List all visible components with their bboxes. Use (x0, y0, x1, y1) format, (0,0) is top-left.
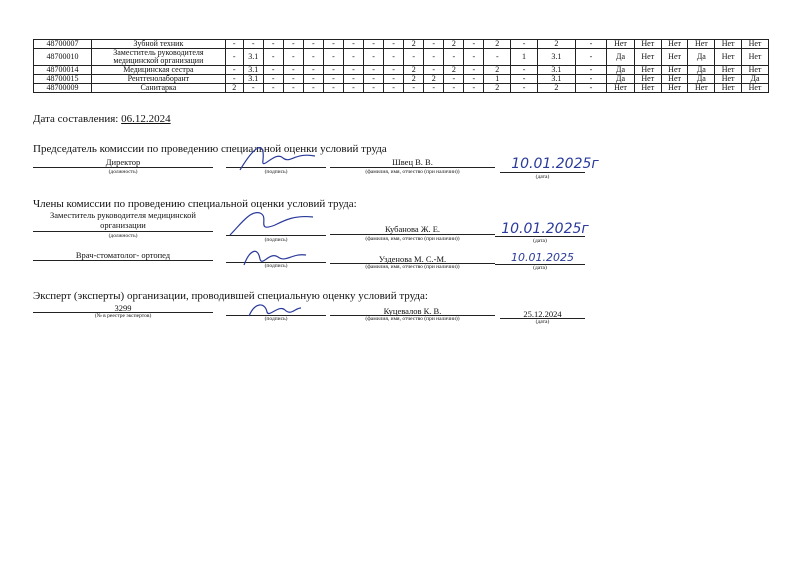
row-cell: - (575, 84, 606, 93)
row-cell: 1 (484, 75, 511, 84)
row-cell: - (283, 40, 303, 49)
row-cell: 2 (484, 40, 511, 49)
row-cell: - (384, 75, 404, 84)
row-cell: Нет (715, 84, 742, 93)
row-cell: - (575, 66, 606, 75)
row-cell: Да (607, 75, 635, 84)
row-cell: - (364, 66, 384, 75)
row-cell: - (444, 49, 464, 66)
row-cell: Да (688, 49, 715, 66)
member-1-signature (225, 205, 320, 240)
row-cell: Нет (661, 49, 688, 66)
row-cell: Нет (742, 49, 769, 66)
row-cell: Нет (634, 84, 661, 93)
row-cell: Нет (634, 49, 661, 66)
row-cell: - (343, 40, 363, 49)
row-cell: - (303, 49, 323, 66)
row-cell: - (225, 66, 243, 75)
date-value: 06.12.2024 (121, 113, 171, 125)
row-cell: Нет (661, 66, 688, 75)
row-cell: Нет (607, 84, 635, 93)
row-cell: Да (688, 66, 715, 75)
row-cell: 2 (484, 66, 511, 75)
chairman-name: Швец В. В. (392, 157, 433, 167)
row-cell: Нет (688, 40, 715, 49)
row-cell: - (323, 40, 343, 49)
table-row (34, 49, 769, 66)
row-cell: 2 (537, 84, 575, 93)
table-row (34, 66, 769, 75)
row-cell: - (323, 66, 343, 75)
row-cell: 2 (444, 40, 464, 49)
expert-registry: 3299 (114, 303, 132, 313)
row-cell: - (225, 40, 243, 49)
row-cell: Нет (742, 66, 769, 75)
chairman-date: 10.01.2025г (511, 156, 599, 172)
row-cell: - (303, 75, 323, 84)
table-row (34, 75, 769, 84)
row-cell: - (343, 66, 363, 75)
member-1-position: Заместитель руководителя медицинской организации (50, 210, 196, 230)
row-cell: 3.1 (537, 75, 575, 84)
row-position: Зубной техник (91, 40, 225, 49)
row-cell: - (263, 66, 283, 75)
row-cell: 3.1 (537, 49, 575, 66)
row-cell: - (225, 75, 243, 84)
row-cell: - (511, 84, 538, 93)
row-cell: 3.1 (243, 66, 263, 75)
row-cell: - (484, 49, 511, 66)
row-cell: 3.1 (243, 49, 263, 66)
expert-date: 25.12.2024 (523, 309, 562, 319)
row-cell: Нет (715, 75, 742, 84)
row-cell: 2 (424, 75, 444, 84)
row-cell: Нет (661, 75, 688, 84)
row-cell: - (575, 49, 606, 66)
row-cell: - (225, 49, 243, 66)
row-cell: - (464, 75, 484, 84)
table-row (34, 84, 769, 93)
row-code: 48700014 (34, 66, 92, 75)
row-cell: - (263, 84, 283, 93)
expert-heading: Эксперт (эксперты) организации, проводившей специальную оценку условий труда: (33, 290, 428, 302)
row-cell: Нет (634, 75, 661, 84)
row-cell: - (464, 84, 484, 93)
row-code: 48700015 (34, 75, 92, 84)
row-cell: - (384, 49, 404, 66)
row-cell: 2 (404, 40, 424, 49)
row-cell: - (243, 40, 263, 49)
expert-signature (245, 298, 305, 322)
row-cell: Да (688, 75, 715, 84)
row-code: 48700010 (34, 49, 92, 66)
row-cell: - (364, 75, 384, 84)
row-cell: 3.1 (243, 75, 263, 84)
row-cell: - (243, 84, 263, 93)
row-cell: Нет (634, 66, 661, 75)
chairman-position: Директор (105, 157, 141, 167)
row-cell: - (424, 40, 444, 49)
row-cell: Нет (742, 40, 769, 49)
row-cell: Нет (715, 66, 742, 75)
row-cell: - (384, 40, 404, 49)
row-cell: Нет (661, 40, 688, 49)
member-1-name: Кубанова Ж. Е. (384, 224, 441, 234)
row-cell: 2 (484, 84, 511, 93)
row-cell: - (464, 40, 484, 49)
row-cell: - (511, 40, 538, 49)
row-cell: - (343, 49, 363, 66)
row-cell: - (424, 66, 444, 75)
row-cell: - (323, 84, 343, 93)
row-cell: - (283, 75, 303, 84)
row-position: Рентгенолаборант (91, 75, 225, 84)
row-cell: Да (607, 66, 635, 75)
row-cell: - (364, 49, 384, 66)
row-cell: - (263, 49, 283, 66)
member-2-date: 10.01.2025 (511, 251, 574, 264)
row-cell: - (283, 84, 303, 93)
row-cell: - (263, 75, 283, 84)
row-cell: 2 (404, 66, 424, 75)
member-2-name: Узденова М. С.-М. (378, 254, 447, 264)
row-cell: Нет (634, 40, 661, 49)
row-cell: - (323, 49, 343, 66)
row-cell: - (364, 84, 384, 93)
row-cell: - (364, 40, 384, 49)
row-cell: 2 (444, 66, 464, 75)
row-cell: - (575, 40, 606, 49)
members-heading: Члены комиссии по проведению специальной оценки условий труда: (33, 198, 357, 210)
chairman-heading: Председатель комиссии по проведению специальной оценки условий труда (33, 143, 387, 155)
results-table (33, 39, 769, 93)
row-position: Санитарка (91, 84, 225, 93)
row-cell: - (343, 84, 363, 93)
row-cell: - (343, 75, 363, 84)
row-cell: Нет (607, 40, 635, 49)
date-compiled (33, 113, 171, 125)
row-position: Заместитель руководителя медицинской организации (91, 49, 225, 66)
row-cell: 2 (225, 84, 243, 93)
row-cell: - (464, 49, 484, 66)
row-cell: - (384, 66, 404, 75)
row-cell: - (384, 84, 404, 93)
row-cell: - (444, 84, 464, 93)
row-cell: - (511, 66, 538, 75)
row-cell: Нет (742, 84, 769, 93)
row-cell: 1 (511, 49, 538, 66)
row-cell: - (323, 75, 343, 84)
row-cell: - (404, 49, 424, 66)
row-cell: - (424, 49, 444, 66)
row-cell: - (303, 66, 323, 75)
row-cell: 2 (404, 75, 424, 84)
row-cell: - (464, 66, 484, 75)
row-code: 48700007 (34, 40, 92, 49)
expert-name: Куцевалов К. В. (383, 306, 442, 316)
row-cell: - (404, 84, 424, 93)
row-cell: Да (607, 49, 635, 66)
row-cell: - (444, 75, 464, 84)
row-cell: - (303, 40, 323, 49)
chairman-signature (235, 140, 320, 175)
table-row (34, 40, 769, 49)
row-cell: Нет (715, 49, 742, 66)
row-cell: Нет (688, 84, 715, 93)
row-cell: Нет (715, 40, 742, 49)
row-cell: Нет (661, 84, 688, 93)
row-cell: - (575, 75, 606, 84)
date-label: Дата составления: (33, 113, 119, 125)
row-cell: - (283, 66, 303, 75)
row-cell: - (303, 84, 323, 93)
member-1-date: 10.01.2025г (501, 221, 589, 237)
row-cell: - (263, 40, 283, 49)
row-position: Медицинская сестра (91, 66, 225, 75)
row-cell: - (283, 49, 303, 66)
row-code: 48700009 (34, 84, 92, 93)
row-cell: 2 (537, 40, 575, 49)
row-cell: Да (742, 75, 769, 84)
member-2-signature (240, 243, 310, 271)
row-cell: 3.1 (537, 66, 575, 75)
row-cell: - (424, 84, 444, 93)
member-2-position: Врач-стоматолог- ортопед (75, 250, 171, 260)
row-cell: - (511, 75, 538, 84)
